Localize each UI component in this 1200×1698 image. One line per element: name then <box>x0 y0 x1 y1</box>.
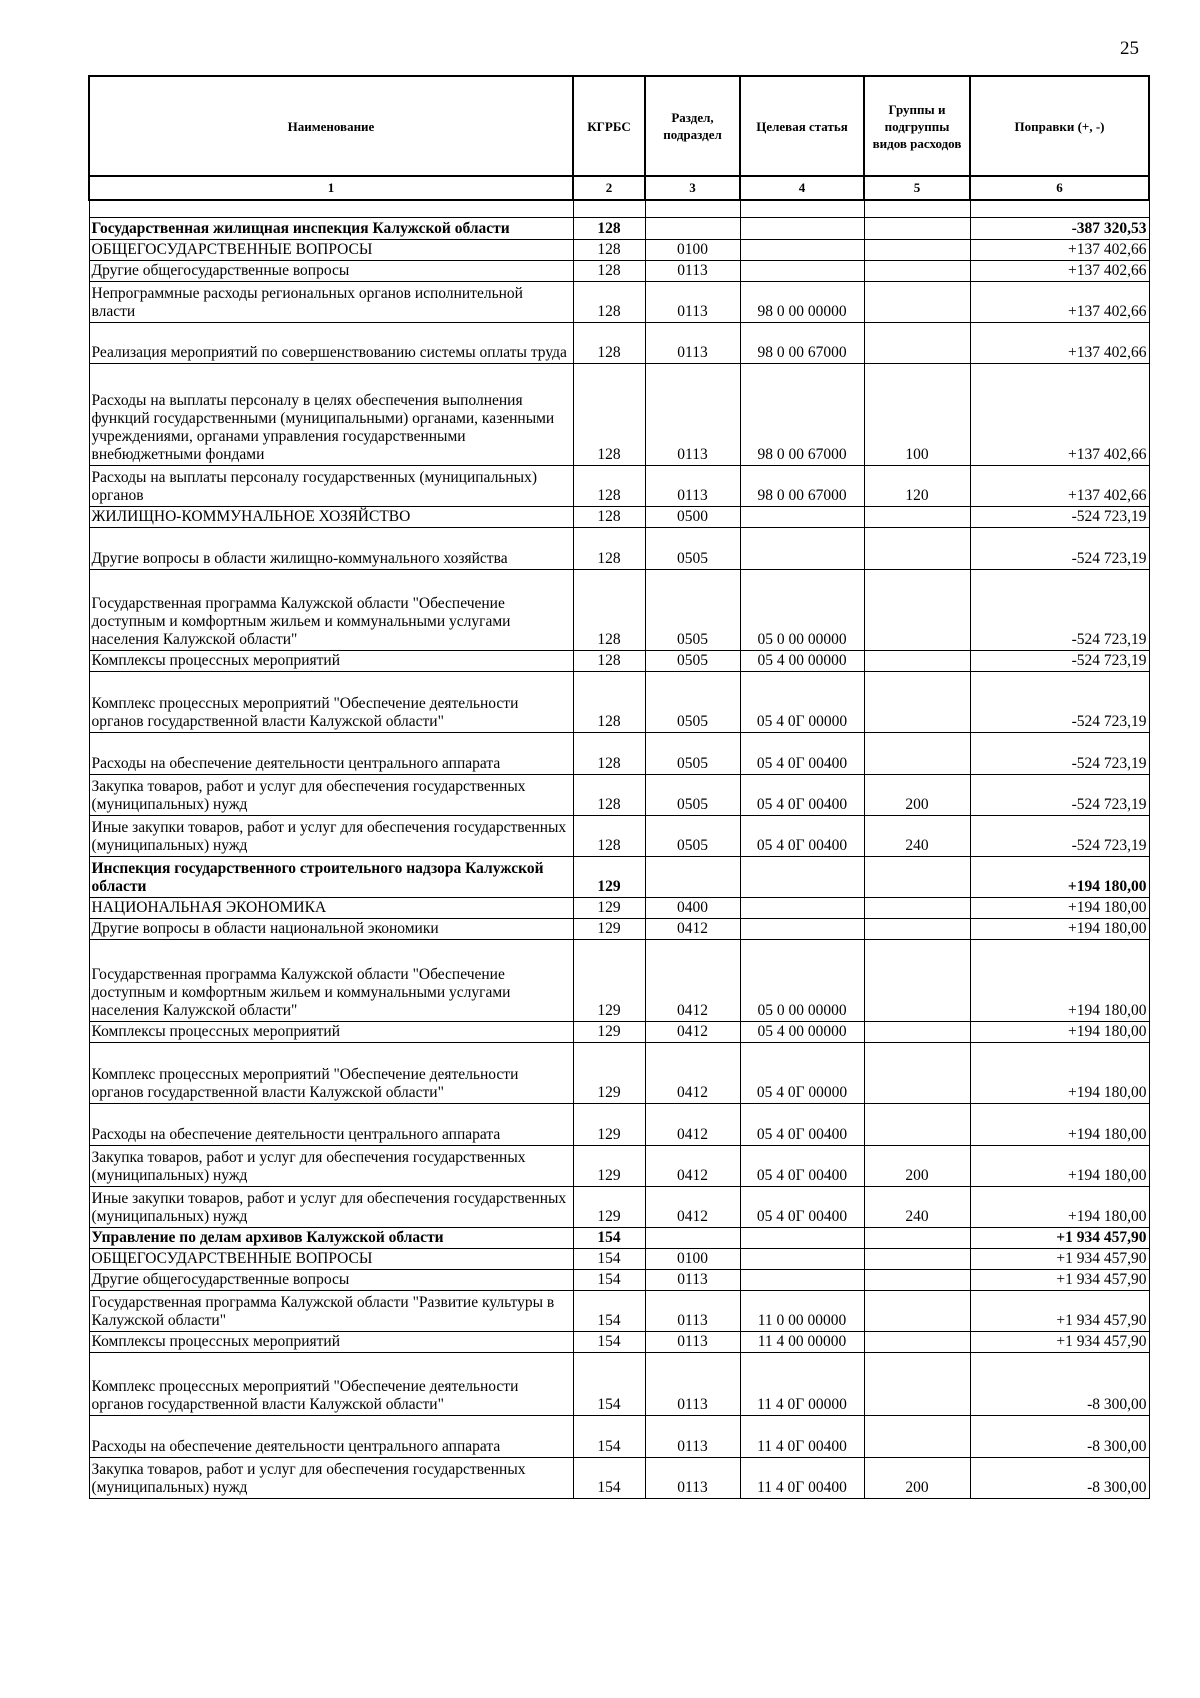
column-number: 4 <box>740 176 864 200</box>
row-expense-group <box>864 672 970 733</box>
row-section: 0412 <box>645 1104 740 1146</box>
row-section: 0505 <box>645 570 740 651</box>
row-amount: +194 180,00 <box>970 940 1149 1022</box>
row-target-article: 05 0 00 00000 <box>740 570 864 651</box>
row-target-article <box>740 857 864 898</box>
row-target-article: 05 4 0Г 00400 <box>740 816 864 857</box>
row-target-article: 05 4 0Г 00400 <box>740 1187 864 1228</box>
row-section: 0505 <box>645 733 740 775</box>
header-name: Наименование <box>89 76 573 176</box>
row-expense-group <box>864 1022 970 1043</box>
row-target-article: 98 0 00 00000 <box>740 282 864 323</box>
table-row <box>89 1228 1149 1249</box>
row-kgrbs: 128 <box>573 651 645 672</box>
table-row <box>89 261 1149 282</box>
row-kgrbs: 129 <box>573 857 645 898</box>
row-amount: +1 934 457,90 <box>970 1291 1149 1332</box>
row-expense-group <box>864 857 970 898</box>
row-target-article: 11 4 0Г 00400 <box>740 1416 864 1458</box>
row-kgrbs: 129 <box>573 1187 645 1228</box>
row-target-article <box>740 507 864 528</box>
row-target-article: 05 4 0Г 00400 <box>740 1104 864 1146</box>
row-amount: -524 723,19 <box>970 507 1149 528</box>
row-name: Реализация мероприятий по совершенствованию системы оплаты труда <box>89 323 573 364</box>
table-row <box>89 1332 1149 1353</box>
row-expense-group <box>864 1416 970 1458</box>
row-expense-group <box>864 898 970 919</box>
row-target-article <box>740 240 864 261</box>
row-target-article: 05 4 00 00000 <box>740 651 864 672</box>
row-section: 0113 <box>645 1291 740 1332</box>
row-kgrbs: 128 <box>573 240 645 261</box>
row-amount: -8 300,00 <box>970 1353 1149 1416</box>
table-row <box>89 282 1149 323</box>
table-row <box>89 1416 1149 1458</box>
row-amount: -524 723,19 <box>970 528 1149 570</box>
row-expense-group <box>864 323 970 364</box>
column-number: 2 <box>573 176 645 200</box>
row-amount: +194 180,00 <box>970 1022 1149 1043</box>
row-section: 0113 <box>645 323 740 364</box>
row-expense-group <box>864 651 970 672</box>
row-expense-group <box>864 240 970 261</box>
row-kgrbs: 129 <box>573 919 645 940</box>
row-kgrbs: 128 <box>573 816 645 857</box>
row-section: 0113 <box>645 1270 740 1291</box>
row-kgrbs: 128 <box>573 364 645 466</box>
row-expense-group <box>864 1353 970 1416</box>
row-target-article <box>740 218 864 240</box>
row-section: 0113 <box>645 1458 740 1499</box>
row-amount: -524 723,19 <box>970 570 1149 651</box>
column-number: 1 <box>89 176 573 200</box>
row-amount: +1 934 457,90 <box>970 1249 1149 1270</box>
table-row <box>89 651 1149 672</box>
row-name: Другие общегосударственные вопросы <box>89 1270 573 1291</box>
table-row <box>89 466 1149 507</box>
row-target-article: 05 4 0Г 00400 <box>740 1146 864 1187</box>
row-amount: +1 934 457,90 <box>970 1270 1149 1291</box>
row-section: 0412 <box>645 919 740 940</box>
row-kgrbs: 154 <box>573 1458 645 1499</box>
row-expense-group <box>864 940 970 1022</box>
row-name: Государственная жилищная инспекция Калужской области <box>89 218 573 240</box>
row-name: Расходы на обеспечение деятельности центрального аппарата <box>89 1104 573 1146</box>
row-section <box>645 857 740 898</box>
row-kgrbs: 154 <box>573 1291 645 1332</box>
row-expense-group: 120 <box>864 466 970 507</box>
row-expense-group <box>864 282 970 323</box>
row-name: Непрограммные расходы региональных органов исполнительной власти <box>89 282 573 323</box>
row-section: 0500 <box>645 507 740 528</box>
row-section: 0113 <box>645 364 740 466</box>
table-row <box>89 1458 1149 1499</box>
row-target-article <box>740 1249 864 1270</box>
row-target-article: 05 4 0Г 00000 <box>740 1043 864 1104</box>
table-row <box>89 1104 1149 1146</box>
row-section: 0412 <box>645 1022 740 1043</box>
row-target-article: 98 0 00 67000 <box>740 364 864 466</box>
budget-amendments-table <box>88 75 1150 1499</box>
row-target-article: 05 0 00 00000 <box>740 940 864 1022</box>
row-amount: +1 934 457,90 <box>970 1332 1149 1353</box>
row-expense-group <box>864 1291 970 1332</box>
row-name: Иные закупки товаров, работ и услуг для обеспечения государственных (муниципальных) нужд <box>89 816 573 857</box>
row-kgrbs: 154 <box>573 1332 645 1353</box>
column-number-row <box>89 176 1149 200</box>
table-row <box>89 1353 1149 1416</box>
table-row <box>89 1022 1149 1043</box>
table-row <box>89 940 1149 1022</box>
row-expense-group <box>864 1043 970 1104</box>
table-row <box>89 323 1149 364</box>
table-body <box>89 200 1149 1499</box>
table-row <box>89 775 1149 816</box>
row-expense-group <box>864 1332 970 1353</box>
row-amount: +137 402,66 <box>970 364 1149 466</box>
row-expense-group: 200 <box>864 775 970 816</box>
table-row <box>89 733 1149 775</box>
header-section: Раздел, подраздел <box>645 76 740 176</box>
row-section: 0412 <box>645 1043 740 1104</box>
row-section <box>645 1228 740 1249</box>
row-amount: -8 300,00 <box>970 1458 1149 1499</box>
row-amount: +137 402,66 <box>970 466 1149 507</box>
row-kgrbs: 129 <box>573 1022 645 1043</box>
row-kgrbs: 128 <box>573 570 645 651</box>
header-kgrbs: КГРБС <box>573 76 645 176</box>
row-expense-group <box>864 919 970 940</box>
row-target-article: 98 0 00 67000 <box>740 466 864 507</box>
row-name: Комплексы процессных мероприятий <box>89 1332 573 1353</box>
row-expense-group <box>864 261 970 282</box>
table-row <box>89 1249 1149 1270</box>
table-row <box>89 816 1149 857</box>
row-kgrbs: 128 <box>573 528 645 570</box>
row-name: Комплекс процессных мероприятий "Обеспечение деятельности органов государственной власти Калужской области" <box>89 1353 573 1416</box>
row-amount: +194 180,00 <box>970 919 1149 940</box>
row-amount: -524 723,19 <box>970 775 1149 816</box>
row-section <box>645 218 740 240</box>
row-name: Государственная программа Калужской области "Обеспечение доступным и комфортным жильем и коммунальными услугами населения Калужской области" <box>89 570 573 651</box>
row-target-article: 11 4 00 00000 <box>740 1332 864 1353</box>
row-name: Другие общегосударственные вопросы <box>89 261 573 282</box>
row-section: 0113 <box>645 261 740 282</box>
row-expense-group: 240 <box>864 1187 970 1228</box>
row-kgrbs: 154 <box>573 1249 645 1270</box>
row-name: Комплексы процессных мероприятий <box>89 651 573 672</box>
row-target-article <box>740 1270 864 1291</box>
row-target-article: 11 0 00 00000 <box>740 1291 864 1332</box>
row-target-article <box>740 919 864 940</box>
row-expense-group <box>864 1249 970 1270</box>
row-target-article <box>740 1228 864 1249</box>
row-name: Комплекс процессных мероприятий "Обеспечение деятельности органов государственной власти Калужской области" <box>89 672 573 733</box>
row-amount: -524 723,19 <box>970 672 1149 733</box>
row-section: 0505 <box>645 775 740 816</box>
row-kgrbs: 154 <box>573 1416 645 1458</box>
row-amount: +1 934 457,90 <box>970 1228 1149 1249</box>
column-number: 5 <box>864 176 970 200</box>
table-row <box>89 507 1149 528</box>
row-expense-group: 200 <box>864 1146 970 1187</box>
row-kgrbs: 154 <box>573 1228 645 1249</box>
row-name: Управление по делам архивов Калужской области <box>89 1228 573 1249</box>
row-name: Другие вопросы в области национальной экономики <box>89 919 573 940</box>
row-expense-group <box>864 1228 970 1249</box>
row-expense-group <box>864 1104 970 1146</box>
row-amount: +137 402,66 <box>970 261 1149 282</box>
row-target-article: 05 4 00 00000 <box>740 1022 864 1043</box>
row-kgrbs: 154 <box>573 1353 645 1416</box>
row-name: Закупка товаров, работ и услуг для обеспечения государственных (муниципальных) нужд <box>89 1146 573 1187</box>
row-section: 0113 <box>645 1353 740 1416</box>
row-name: Закупка товаров, работ и услуг для обеспечения государственных (муниципальных) нужд <box>89 1458 573 1499</box>
row-name: ЖИЛИЩНО-КОММУНАЛЬНОЕ ХОЗЯЙСТВО <box>89 507 573 528</box>
row-name: Закупка товаров, работ и услуг для обеспечения государственных (муниципальных) нужд <box>89 775 573 816</box>
column-number: 6 <box>970 176 1149 200</box>
row-kgrbs: 128 <box>573 323 645 364</box>
table-row <box>89 240 1149 261</box>
row-kgrbs: 128 <box>573 733 645 775</box>
row-name: Государственная программа Калужской области "Развитие культуры в Калужской области" <box>89 1291 573 1332</box>
row-amount: +194 180,00 <box>970 857 1149 898</box>
row-expense-group: 240 <box>864 816 970 857</box>
row-expense-group <box>864 570 970 651</box>
row-target-article: 11 4 0Г 00400 <box>740 1458 864 1499</box>
table-row <box>89 218 1149 240</box>
row-section: 0412 <box>645 940 740 1022</box>
row-name: НАЦИОНАЛЬНАЯ ЭКОНОМИКА <box>89 898 573 919</box>
table-row <box>89 919 1149 940</box>
row-expense-group: 200 <box>864 1458 970 1499</box>
row-amount: -387 320,53 <box>970 218 1149 240</box>
column-number: 3 <box>645 176 740 200</box>
row-expense-group <box>864 1270 970 1291</box>
row-kgrbs: 128 <box>573 218 645 240</box>
row-amount: +194 180,00 <box>970 1146 1149 1187</box>
row-section: 0412 <box>645 1146 740 1187</box>
row-name: Расходы на выплаты персоналу государственных (муниципальных) органов <box>89 466 573 507</box>
row-target-article: 98 0 00 67000 <box>740 323 864 364</box>
row-section: 0113 <box>645 1332 740 1353</box>
row-target-article: 05 4 0Г 00000 <box>740 672 864 733</box>
row-name: Расходы на обеспечение деятельности центрального аппарата <box>89 1416 573 1458</box>
row-kgrbs: 129 <box>573 898 645 919</box>
row-kgrbs: 128 <box>573 507 645 528</box>
row-kgrbs: 128 <box>573 775 645 816</box>
row-expense-group: 100 <box>864 364 970 466</box>
row-name: ОБЩЕГОСУДАРСТВЕННЫЕ ВОПРОСЫ <box>89 240 573 261</box>
row-name: Комплекс процессных мероприятий "Обеспечение деятельности органов государственной власти Калужской области" <box>89 1043 573 1104</box>
row-amount: -524 723,19 <box>970 651 1149 672</box>
table-row <box>89 528 1149 570</box>
row-kgrbs: 154 <box>573 1270 645 1291</box>
table-row <box>89 1270 1149 1291</box>
row-kgrbs: 128 <box>573 282 645 323</box>
header-amendments: Поправки (+, -) <box>970 76 1149 176</box>
row-amount: -524 723,19 <box>970 733 1149 775</box>
row-expense-group <box>864 218 970 240</box>
row-amount: -524 723,19 <box>970 816 1149 857</box>
table-row <box>89 570 1149 651</box>
row-section: 0113 <box>645 1416 740 1458</box>
row-amount: +194 180,00 <box>970 898 1149 919</box>
row-amount: +194 180,00 <box>970 1187 1149 1228</box>
row-kgrbs: 128 <box>573 261 645 282</box>
table-row <box>89 1291 1149 1332</box>
row-target-article: 05 4 0Г 00400 <box>740 733 864 775</box>
table-row <box>89 898 1149 919</box>
table-row <box>89 857 1149 898</box>
row-target-article <box>740 898 864 919</box>
row-amount: +137 402,66 <box>970 323 1149 364</box>
table-row <box>89 672 1149 733</box>
row-amount: +194 180,00 <box>970 1104 1149 1146</box>
row-section: 0400 <box>645 898 740 919</box>
row-kgrbs: 129 <box>573 940 645 1022</box>
header-target-article: Целевая статья <box>740 76 864 176</box>
row-target-article <box>740 261 864 282</box>
table-row <box>89 364 1149 466</box>
row-amount: +137 402,66 <box>970 282 1149 323</box>
row-kgrbs: 128 <box>573 672 645 733</box>
row-name: Расходы на обеспечение деятельности центрального аппарата <box>89 733 573 775</box>
row-target-article <box>740 528 864 570</box>
row-name: ОБЩЕГОСУДАРСТВЕННЫЕ ВОПРОСЫ <box>89 1249 573 1270</box>
row-expense-group <box>864 733 970 775</box>
row-section: 0412 <box>645 1187 740 1228</box>
row-name: Иные закупки товаров, работ и услуг для обеспечения государственных (муниципальных) нужд <box>89 1187 573 1228</box>
row-name: Инспекция государственного строительного надзора Калужской области <box>89 857 573 898</box>
table-header-row <box>89 76 1149 176</box>
row-kgrbs: 129 <box>573 1104 645 1146</box>
row-section: 0113 <box>645 466 740 507</box>
row-name: Государственная программа Калужской области "Обеспечение доступным и комфортным жильем и коммунальными услугами населения Калужской области" <box>89 940 573 1022</box>
row-section: 0505 <box>645 651 740 672</box>
row-name: Другие вопросы в области жилищно-коммунального хозяйства <box>89 528 573 570</box>
row-amount: +194 180,00 <box>970 1043 1149 1104</box>
row-target-article: 05 4 0Г 00400 <box>740 775 864 816</box>
row-expense-group <box>864 507 970 528</box>
table-row <box>89 1146 1149 1187</box>
row-section: 0100 <box>645 240 740 261</box>
row-section: 0505 <box>645 816 740 857</box>
row-kgrbs: 129 <box>573 1043 645 1104</box>
row-expense-group <box>864 528 970 570</box>
table-row <box>89 1043 1149 1104</box>
row-section: 0505 <box>645 672 740 733</box>
spacer-row <box>89 200 1149 218</box>
header-expense-group: Группы и подгруппы видов расходов <box>864 76 970 176</box>
row-name: Расходы на выплаты персоналу в целях обеспечения выполнения функций государственными (муниципальными) органами, казенными учреждениями, органами управления государственными внебюджетными фондами <box>89 364 573 466</box>
row-name: Комплексы процессных мероприятий <box>89 1022 573 1043</box>
row-amount: -8 300,00 <box>970 1416 1149 1458</box>
row-section: 0113 <box>645 282 740 323</box>
row-amount: +137 402,66 <box>970 240 1149 261</box>
row-target-article: 11 4 0Г 00000 <box>740 1353 864 1416</box>
page-number: 25 <box>1120 38 1139 59</box>
table-row <box>89 1187 1149 1228</box>
row-section: 0505 <box>645 528 740 570</box>
row-kgrbs: 129 <box>573 1146 645 1187</box>
row-kgrbs: 128 <box>573 466 645 507</box>
row-section: 0100 <box>645 1249 740 1270</box>
